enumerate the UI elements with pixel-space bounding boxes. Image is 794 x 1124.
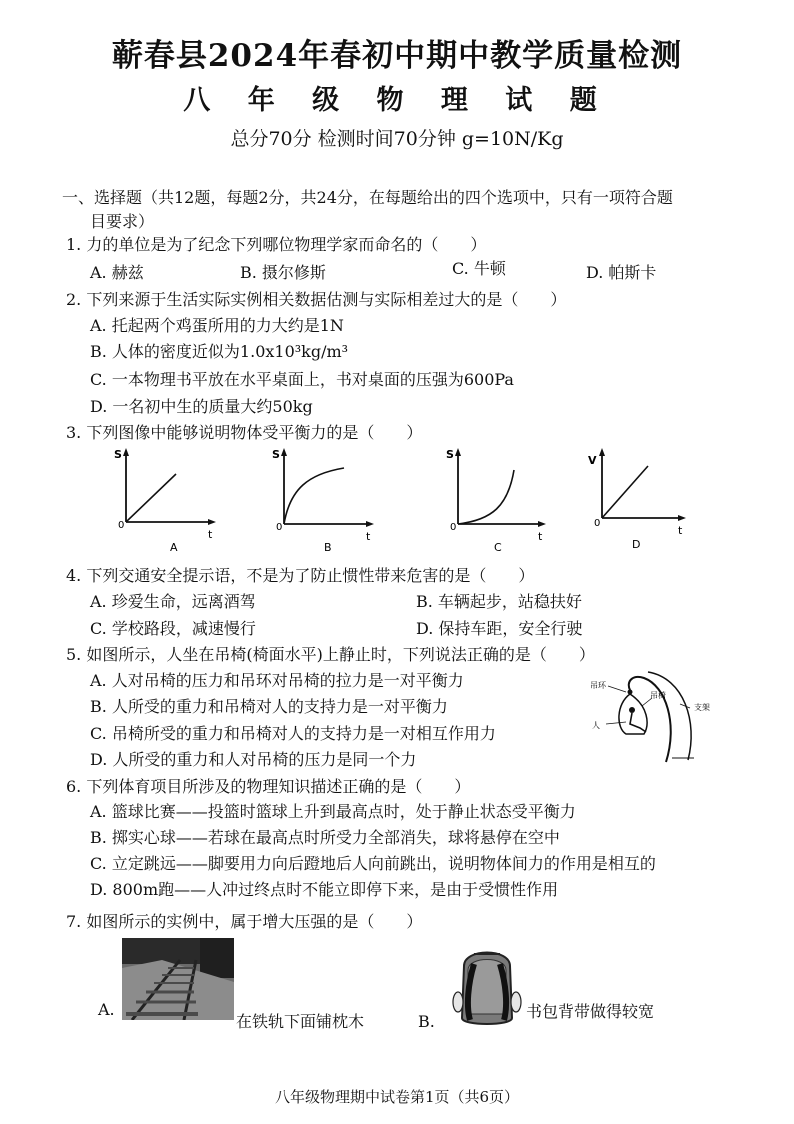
- graph-a: [112, 444, 222, 554]
- graph-c-origin: 0: [450, 522, 457, 533]
- graph-c-label: C: [494, 541, 502, 554]
- label-ring: 吊环: [590, 681, 606, 690]
- graph-d-yaxis: V: [588, 454, 597, 467]
- question-5-option-b: B. 人所受的重力和吊椅对人的支持力是一对平衡力: [90, 697, 448, 716]
- question-1-stem: 1. 力的单位是为了纪念下列哪位物理学家而命名的（ ）: [66, 235, 487, 254]
- graph-c-yaxis: S: [446, 448, 454, 461]
- question-7-stem: 7. 如图所示的实例中，属于增大压强的是（ ）: [66, 912, 423, 931]
- graph-c: [442, 444, 552, 554]
- section-heading-cont: 目要求）: [90, 212, 155, 231]
- question-7-caption-b: 书包背带做得较宽: [526, 1002, 655, 1021]
- question-6-option-a: A. 篮球比赛——投篮时篮球上升到最高点时，处于静止状态受平衡力: [90, 802, 576, 821]
- question-5-stem: 5. 如图所示，人坐在吊椅(椅面水平)上静止时，下列说法正确的是（ ）: [66, 645, 595, 664]
- graph-b-label: B: [324, 541, 332, 554]
- question-6-option-d: D. 800m跑——人冲过终点时不能立即停下来，是由于受惯性作用: [90, 880, 559, 899]
- question-7-caption-a: 在铁轨下面铺枕木: [236, 1012, 365, 1031]
- graph-a-yaxis: S: [114, 448, 122, 461]
- question-1-option-d: D. 帕斯卡: [586, 263, 657, 282]
- question-4-stem: 4. 下列交通安全提示语，不是为了防止惯性带来危害的是（ ）: [66, 566, 535, 585]
- question-2-stem: 2. 下列来源于生活实际实例相关数据估测与实际相差过大的是（ ）: [66, 290, 567, 309]
- question-1-option-b: B. 摄尔修斯: [240, 263, 326, 282]
- graph-b-yaxis: S: [272, 448, 280, 461]
- section-heading: 一、选择题（共12题，每题2分，共24分，在每题给出的四个选项中，只有一项符合题: [62, 188, 673, 207]
- exam-subtitle: 八 年 级 物 理 试 题: [183, 85, 611, 116]
- graph-d: [586, 444, 696, 554]
- question-5-option-d: D. 人所受的重力和人对吊椅的压力是同一个力: [90, 750, 417, 769]
- exam-meta: 总分70分 检测时间70分钟 g=10N/Kg: [230, 128, 564, 150]
- question-1-option-a: A. 赫兹: [90, 263, 144, 282]
- graph-c-xaxis: t: [538, 530, 543, 543]
- question-2-option-c: C. 一本物理书平放在水平桌面上，书对桌面的压强为600Pa: [90, 370, 514, 389]
- question-5-option-c: C. 吊椅所受的重力和吊椅对人的支持力是一对相互作用力: [90, 724, 496, 743]
- question-2-option-d: D. 一名初中生的质量大约50kg: [90, 397, 313, 416]
- graph-b-xaxis: t: [366, 530, 371, 543]
- question-1-option-c: C. 牛顿: [452, 259, 506, 278]
- graph-d-xaxis: t: [678, 524, 683, 537]
- railway-sleepers-photo: [122, 938, 234, 1024]
- question-4-option-a: A. 珍爱生命，远离酒驾: [90, 592, 256, 611]
- question-4-option-d: D. 保持车距，安全行驶: [416, 619, 583, 638]
- question-5-option-a: A. 人对吊椅的压力和吊环对吊椅的拉力是一对平衡力: [90, 671, 464, 690]
- question-4-option-b: B. 车辆起步，站稳扶好: [416, 592, 582, 611]
- backpack-picture: [452, 944, 522, 1034]
- graph-a-origin: 0: [118, 520, 125, 531]
- question-7-option-b: B.: [418, 1012, 435, 1031]
- graph-a-xaxis: t: [208, 528, 213, 541]
- label-chair: 吊椅: [650, 691, 666, 700]
- question-2-option-b: B. 人体的密度近似为1.0x10³kg/m³: [90, 342, 349, 361]
- graph-d-origin: 0: [594, 518, 601, 529]
- question-6-option-b: B. 掷实心球——若球在最高点时所受力全部消失，球将悬停在空中: [90, 828, 560, 847]
- question-2-option-a: A. 托起两个鸡蛋所用的力大约是1N: [90, 316, 344, 335]
- label-person: 人: [592, 721, 600, 730]
- graph-a-label: A: [170, 541, 178, 554]
- question-4-option-c: C. 学校路段，减速慢行: [90, 619, 256, 638]
- hanging-chair-figure: [586, 666, 736, 766]
- question-3-stem: 3. 下列图像中能够说明物体受平衡力的是（ ）: [66, 423, 423, 442]
- question-6-option-c: C. 立定跳远——脚要用力向后蹬地后人向前跳出，说明物体间力的作用是相互的: [90, 854, 656, 873]
- question-7-option-a: A.: [98, 1000, 115, 1019]
- page-footer: 八年级物理期中试卷第1页（共6页）: [274, 1088, 520, 1106]
- graph-d-label: D: [632, 538, 641, 551]
- graph-b-origin: 0: [276, 522, 283, 533]
- question-6-stem: 6. 下列体育项目所涉及的物理知识描述正确的是（ ）: [66, 777, 471, 796]
- graph-b: [270, 444, 380, 554]
- label-frame: 支架: [694, 703, 710, 712]
- exam-title: 蕲春县2024年春初中期中教学质量检测: [111, 38, 683, 74]
